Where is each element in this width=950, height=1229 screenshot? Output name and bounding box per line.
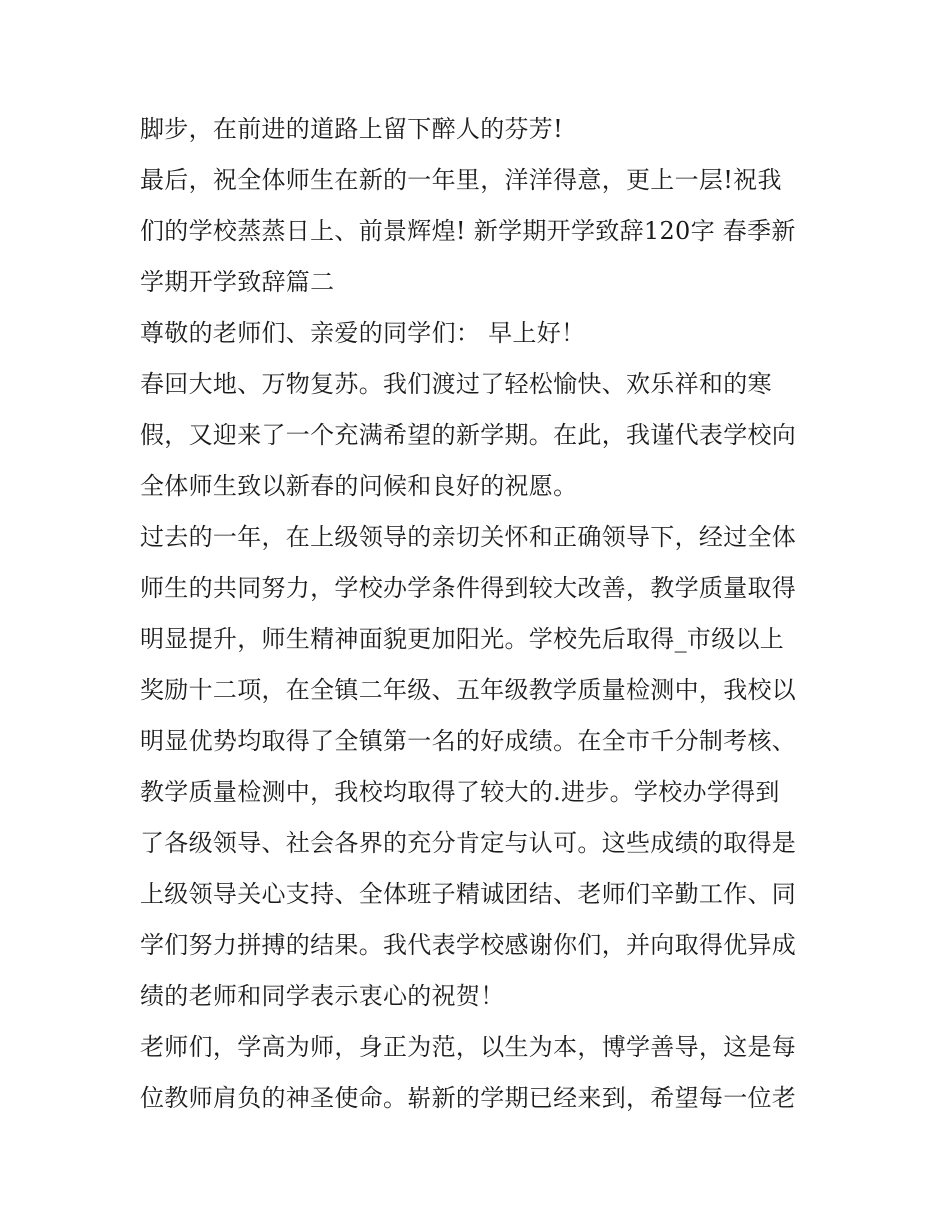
text-line: 师生的共同努力，学校办学条件得到较大改善，教学质量取得 (140, 574, 797, 602)
text-line: 春回大地、万物复苏。我们渡过了轻松愉快、欢乐祥和的寒 (140, 370, 772, 398)
text-line: 学们努力拼搏的结果。我代表学校感谢你们，并向取得优异成 (140, 931, 797, 959)
text-line: 教学质量检测中，我校均取得了较大的.进步。学校办学得到 (140, 778, 780, 806)
text-line: 绩的老师和同学表示衷心的祝贺！ (140, 982, 505, 1010)
text-line: 奖励十二项，在全镇二年级、五年级教学质量检测中，我校以 (140, 676, 797, 704)
text-line: 位教师肩负的神圣使命。崭新的学期已经来到，希望每一位老 (140, 1084, 797, 1112)
document-body (140, 104, 820, 1124)
text-line: 全体师生致以新春的问候和良好的祝愿。 (140, 472, 578, 500)
text-line: 明显优势均取得了全镇第一名的好成绩。在全市千分制考核、 (140, 727, 797, 755)
text-line: 尊敬的老师们、亲爱的同学们： 早上好！ (140, 319, 586, 347)
text-line: 们的学校蒸蒸日上、前景辉煌! 新学期开学致辞120字 春季新 (140, 217, 796, 245)
text-line: 假，又迎来了一个充满希望的新学期。在此，我谨代表学校向 (140, 421, 797, 449)
text-line: 学期开学致辞篇二 (140, 268, 335, 296)
text-line: 了各级领导、社会各界的充分肯定与认可。这些成绩的取得是 (140, 829, 797, 857)
text-line: 明显提升，师生精神面貌更加阳光。学校先后取得_市级以上 (140, 625, 785, 653)
text-line: 最后，祝全体师生在新的一年里，洋洋得意，更上一层!祝我 (140, 166, 782, 194)
text-line: 脚步，在前进的道路上留下醉人的芬芳! (140, 115, 564, 143)
text-line: 老师们，学高为师，身正为范，以生为本，博学善导，这是每 (140, 1033, 797, 1061)
text-line: 过去的一年，在上级领导的亲切关怀和正确领导下，经过全体 (140, 523, 797, 551)
text-line: 上级领导关心支持、全体班子精诚团结、老师们辛勤工作、同 (140, 880, 797, 908)
